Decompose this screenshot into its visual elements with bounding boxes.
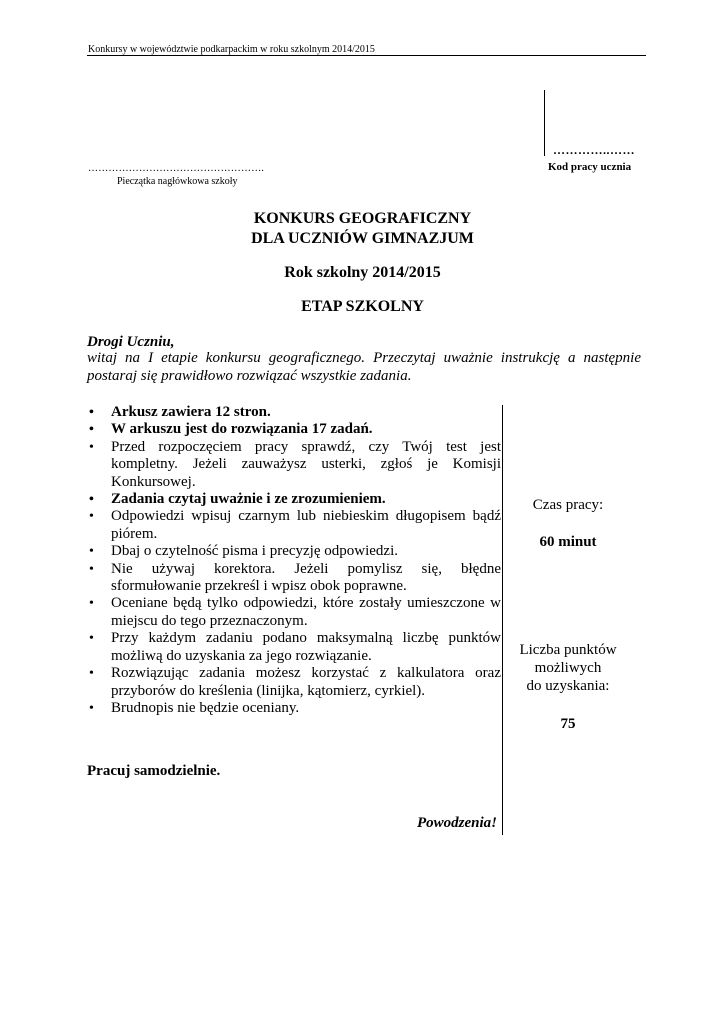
list-item	[87, 595, 501, 630]
instruction-text: Przed rozpoczęciem pracy sprawdź, czy Twój test jest kompletny. Jeżeli zauważysz usterki, zgłoś je Komisji Konkursowej.	[111, 438, 501, 490]
list-item	[87, 700, 501, 717]
list-item	[87, 508, 501, 543]
bullet-icon: •	[89, 422, 94, 438]
list-item	[87, 491, 501, 508]
time-label: Czas pracy:	[532, 497, 604, 513]
stamp-field-dots: …………………………………………….	[88, 163, 265, 174]
bullet-icon: •	[89, 561, 94, 577]
intro-text: witaj na I etapie konkursu geograficznego. Przeczytaj uważnie instrukcję a następnie postaraj się prawidłowo rozwiązać wszystkie zadania.	[87, 350, 641, 384]
instruction-text: Zadania czytaj uważnie i ze zrozumieniem.	[111, 491, 386, 508]
list-item	[87, 630, 501, 665]
column-divider	[502, 405, 503, 835]
running-header: Konkursy w województwie podkarpackim w roku szkolnym 2014/2015	[88, 44, 375, 55]
instruction-text: W arkuszu jest do rozwiązania 17 zadań.	[111, 421, 373, 438]
list-item	[87, 421, 501, 438]
list-item	[87, 561, 501, 596]
instruction-list	[87, 404, 501, 717]
instruction-text: Arkusz zawiera 12 stron.	[111, 404, 271, 420]
stage-title: ETAP SZKOLNY	[301, 298, 424, 315]
instruction-text: Przy każdym zadaniu podano maksymalną liczbę punktów możliwą do uzyskania za jego rozwiązanie.	[111, 630, 501, 664]
list-item	[87, 439, 501, 491]
work-alone-note: Pracuj samodzielnie.	[87, 763, 221, 779]
code-field-dots: …………..……	[553, 143, 635, 157]
header-rule	[87, 55, 646, 56]
instruction-text: Oceniane będą tylko odpowiedzi, które zostały umieszczone w miejscu do tego przeznaczonym.	[111, 595, 501, 629]
school-year: Rok szkolny 2014/2015	[284, 264, 441, 281]
points-label-line-3: do uzyskania:	[526, 678, 610, 694]
bullet-icon: •	[89, 405, 94, 420]
points-label-line-1: Liczba punktów	[519, 642, 617, 658]
instruction-text: Nie używaj korektora. Jeżeli pomylisz się, błędne sformułowanie przekreśl i wpisz obok poprawne.	[111, 560, 501, 595]
points-value: 75	[560, 716, 576, 732]
instruction-text: Dbaj o czytelność pisma i precyzję odpowiedzi.	[111, 543, 398, 560]
bullet-icon: •	[89, 509, 94, 525]
list-item	[87, 543, 501, 560]
instruction-text: Rozwiązując zadania możesz korzystać z kalkulatora oraz przyborów do kreślenia (linijka, kątomierz, cyrkiel).	[111, 665, 501, 699]
title-line-1: KONKURS GEOGRAFICZNY	[253, 210, 472, 227]
bullet-icon: •	[89, 596, 94, 612]
bullet-icon: •	[89, 700, 94, 716]
greeting: Drogi Uczniu,	[87, 334, 175, 350]
code-box-rule	[544, 90, 545, 156]
bullet-icon: •	[89, 439, 94, 455]
instruction-text: Odpowiedzi wpisuj czarnym lub niebieskim długopisem bądź piórem.	[111, 508, 501, 542]
stamp-field-label: Pieczątka nagłówkowa szkoły	[117, 176, 238, 187]
title-line-2: DLA UCZNIÓW GIMNAZJUM	[251, 230, 474, 247]
points-label-line-2: możliwych	[534, 660, 602, 676]
time-value: 60 minut	[539, 534, 597, 550]
bullet-icon: •	[89, 544, 94, 560]
instruction-text: Brudnopis nie będzie oceniany.	[111, 699, 300, 716]
bullet-icon: •	[89, 666, 94, 682]
good-luck-note: Powodzenia!	[416, 815, 497, 831]
list-item	[87, 404, 501, 421]
bullet-icon: •	[89, 492, 94, 508]
list-item	[87, 665, 501, 700]
code-field-label: Kod pracy ucznia	[548, 161, 632, 173]
bullet-icon: •	[89, 631, 94, 647]
